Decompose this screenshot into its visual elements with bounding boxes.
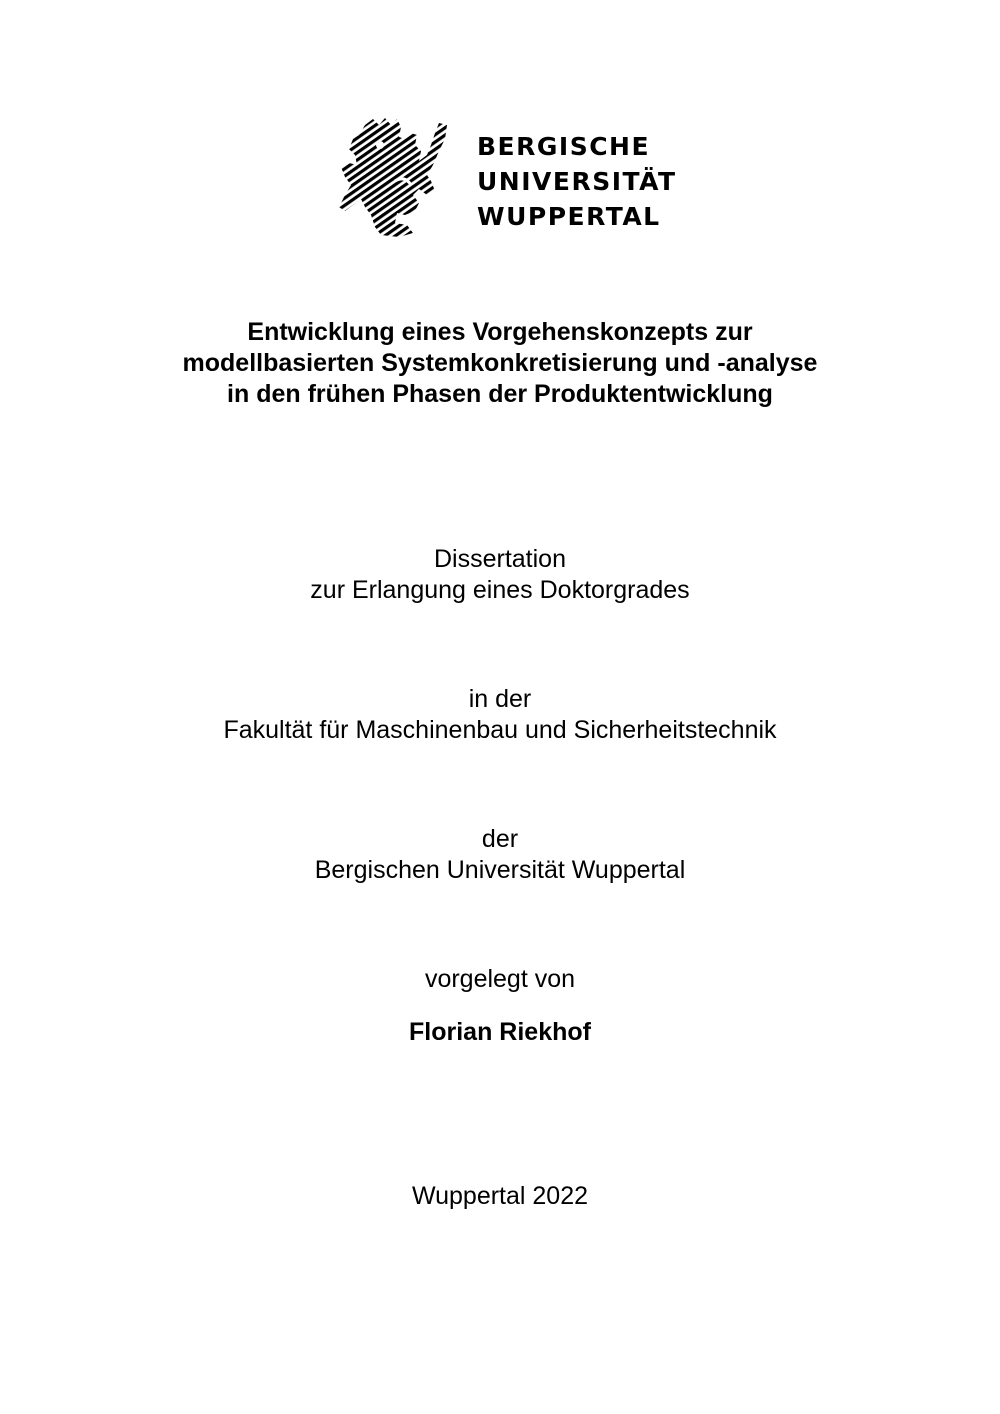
dissertation-title [0, 317, 1000, 410]
degree-statement [0, 544, 1000, 606]
submitted-by-label: vorgelegt von [424, 965, 576, 993]
wordmark-line-1: BERGISCHE [477, 132, 651, 161]
faculty-line-1: in der [468, 685, 532, 713]
university-wordmark [477, 129, 677, 234]
wordmark-line-2: UNIVERSITÄT [477, 167, 677, 196]
wordmark-line-3: WUPPERTAL [477, 202, 661, 231]
university-statement [0, 824, 1000, 886]
university-line-1: der [481, 825, 519, 853]
title-line-2: modellbasierten Systemkonkretisierung und -analyse [182, 349, 818, 377]
university-line-2: Bergischen Universität Wuppertal [314, 856, 686, 884]
author-name: Florian Riekhof [409, 1018, 591, 1046]
place-and-year: Wuppertal 2022 [411, 1182, 589, 1210]
university-lion-crest-icon [335, 115, 453, 240]
faculty-statement [0, 684, 1000, 746]
university-logo [335, 115, 675, 240]
title-line-3: in den frühen Phasen der Produktentwicklung [227, 380, 773, 408]
faculty-line-2: Fakultät für Maschinenbau und Sicherheitstechnik [223, 716, 777, 744]
degree-line-1: Dissertation [434, 545, 566, 573]
degree-line-2: zur Erlangung eines Doktorgrades [310, 576, 690, 604]
title-line-1: Entwicklung eines Vorgehenskonzepts zur [247, 318, 753, 346]
